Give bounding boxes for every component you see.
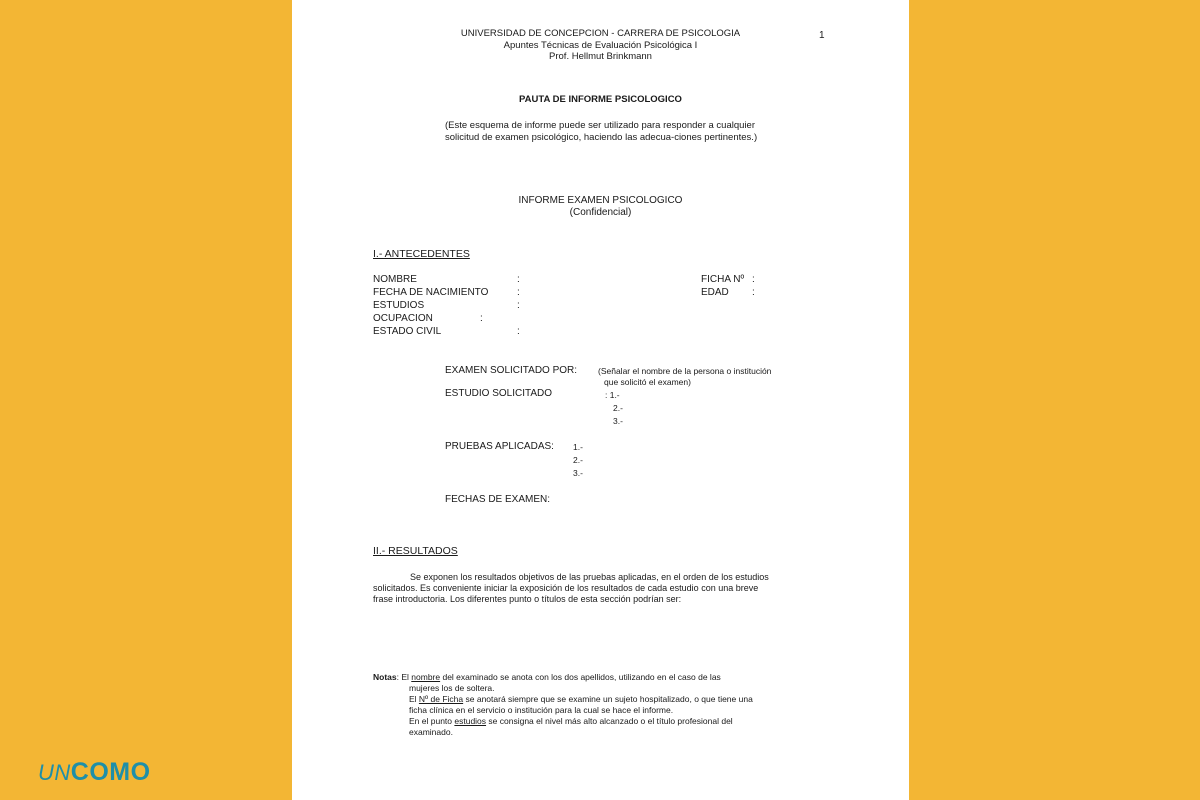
section-resultados-heading: II.- RESULTADOS [373, 545, 458, 557]
study-item-1: : 1.- [605, 390, 620, 400]
field-nombre-colon: : [517, 274, 520, 285]
field-edad-colon: : [752, 287, 755, 298]
field-nombre-label: NOMBRE [373, 274, 417, 285]
note-term-estudios: estudios [454, 716, 487, 726]
header-line-1: UNIVERSIDAD DE CONCEPCION - CARRERA DE PSICOLOGIA [460, 28, 741, 39]
field-ocupacion-colon: : [480, 313, 483, 324]
field-estudios-label: ESTUDIOS [373, 300, 425, 311]
exam-dates-label: FECHAS DE EXAMEN: [445, 494, 551, 505]
uncomo-logo [38, 758, 151, 787]
study-item-3: 3.- [613, 416, 623, 426]
exam-requested-note-2: que solicitó el examen) [604, 377, 691, 387]
test-item-1: 1.- [573, 442, 583, 452]
document-title: PAUTA DE INFORME PSICOLOGICO [519, 94, 682, 105]
note-term-nombre: nombre [411, 672, 441, 682]
note-2: El Nº de Ficha se anotará siempre que se examine un sujeto hospitalizado, o que tiene una [409, 694, 753, 704]
report-subtitle: (Confidencial) [569, 207, 632, 218]
test-item-3: 3.- [573, 468, 583, 478]
logo-part-como: COMO [70, 758, 151, 786]
notes-label: Notas [373, 672, 397, 682]
field-ficha-colon: : [752, 274, 755, 285]
intro-line-2: solicitud de examen psicológico, haciendo las adecua-ciones pertinentes.) [445, 132, 758, 143]
results-paragraph-line-1: Se exponen los resultados objetivos de las pruebas aplicadas, en el orden de los estudios [410, 572, 769, 582]
study-requested-label: ESTUDIO SOLICITADO [445, 388, 553, 399]
field-estado-civil-label: ESTADO CIVIL [373, 326, 442, 337]
report-title: INFORME EXAMEN PSICOLOGICO [518, 195, 683, 206]
results-paragraph-line-2: solicitados. Es conveniente iniciar la exposición de los resultados de cada estudio con una breve [373, 583, 759, 593]
note-term-ficha: Nº de Ficha [418, 694, 464, 704]
field-ficha-label: FICHA Nº [701, 274, 745, 285]
exam-requested-note-1: (Señalar el nombre de la persona o institución [598, 366, 772, 376]
field-ocupacion-label: OCUPACION [373, 313, 433, 324]
logo-part-un: UN [38, 760, 71, 785]
test-item-2: 2.- [573, 455, 583, 465]
results-paragraph-line-3: frase introductoria. Los diferentes punto o títulos de esta sección podrían ser: [373, 594, 682, 604]
page-number: 1 [819, 30, 825, 41]
note-3: En el punto estudios se consigna el nivel más alto alcanzado o el título profesional del [409, 716, 733, 726]
field-estudios-colon: : [517, 300, 520, 311]
study-item-2: 2.- [613, 403, 623, 413]
tests-applied-label: PRUEBAS APLICADAS: [445, 441, 554, 452]
note-3-cont: examinado. [409, 727, 453, 737]
field-fecha-nacimiento-colon: : [517, 287, 520, 298]
field-estado-civil-colon: : [517, 326, 520, 337]
intro-line-1: (Este esquema de informe puede ser utilizado para responder a cualquier [445, 120, 755, 131]
note-1: Notas: El nombre del examinado se anota con los dos apellidos, utilizando en el caso de las [373, 672, 721, 682]
exam-requested-by-label: EXAMEN SOLICITADO POR: [445, 365, 578, 376]
field-fecha-nacimiento-label: FECHA DE NACIMIENTO [373, 287, 489, 298]
document-page [292, 0, 909, 800]
header-line-3: Prof. Hellmut Brinkmann [549, 51, 652, 62]
note-2-cont: ficha clínica en el servicio o institución para la cual se hace el informe. [409, 705, 674, 715]
section-antecedentes-heading: I.- ANTECEDENTES [373, 248, 470, 260]
note-1-cont: mujeres los de soltera. [409, 683, 495, 693]
field-edad-label: EDAD [701, 287, 729, 298]
header-line-2: Apuntes Técnicas de Evaluación Psicológica I [503, 40, 698, 51]
